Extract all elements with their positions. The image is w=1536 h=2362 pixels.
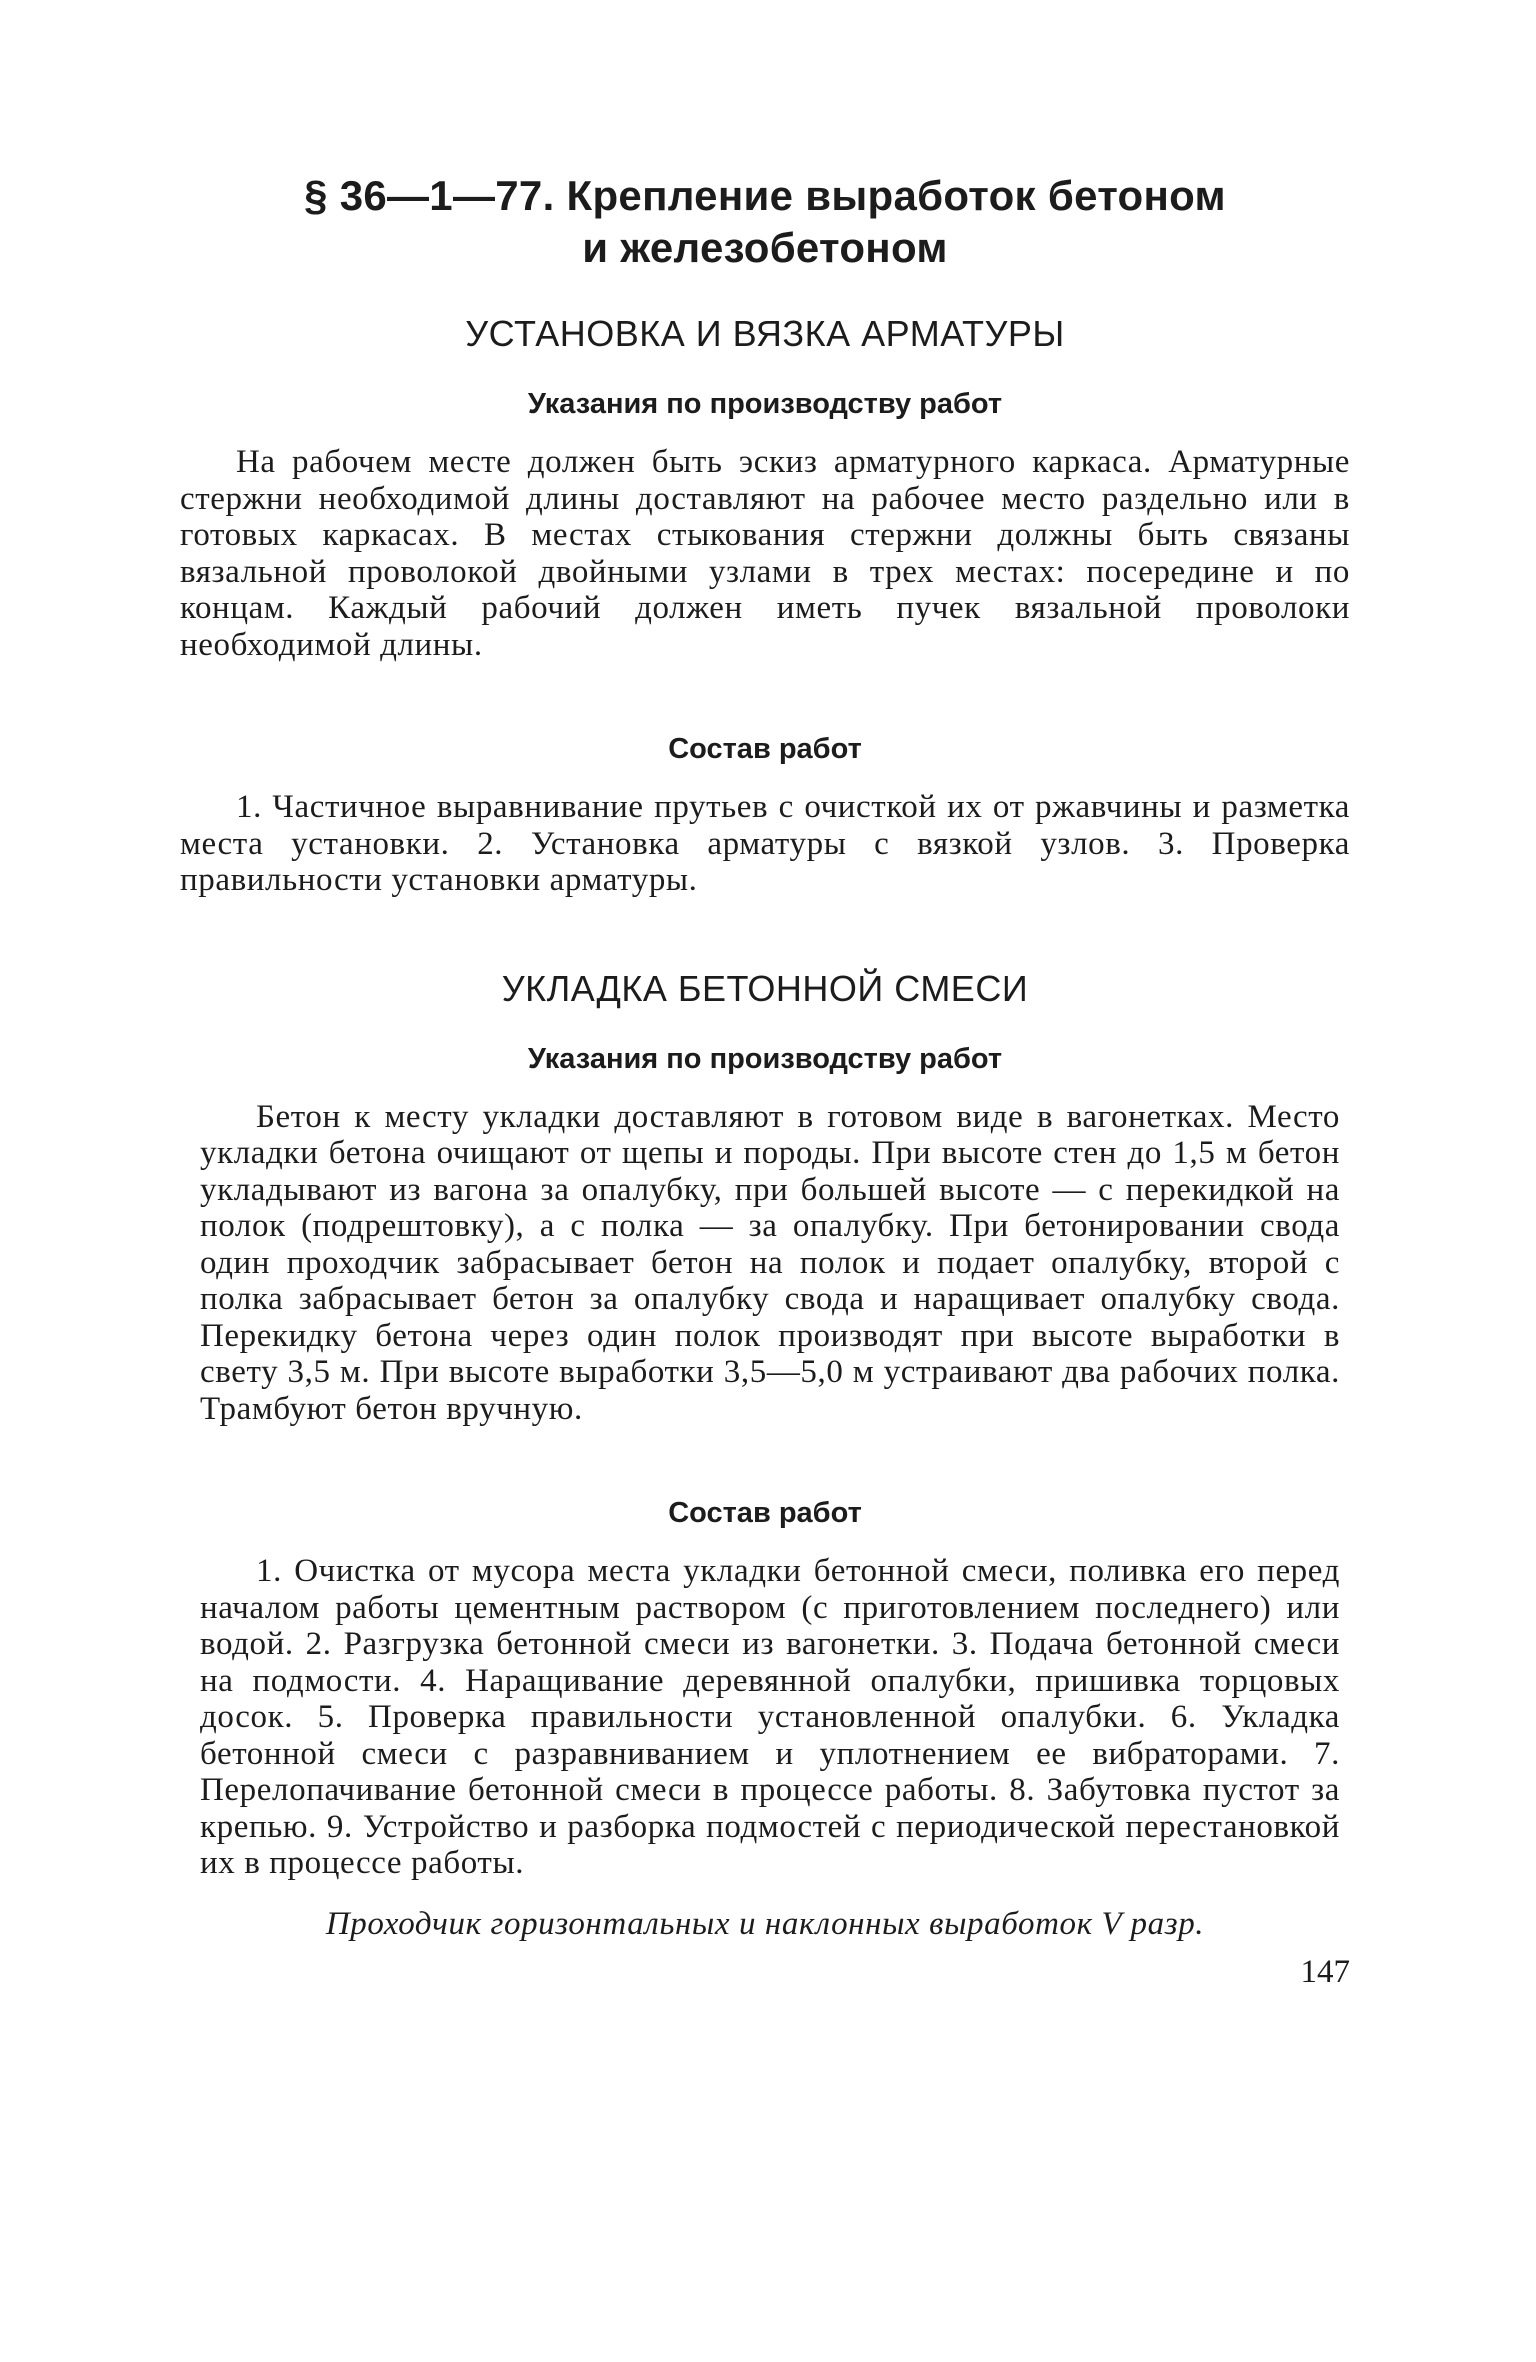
composition-heading-concrete: Состав работ <box>668 1497 862 1529</box>
composition-text-rebar: 1. Частичное выравнивание прутьев с очисткой их от ржавчины и разметка места установки. 2. Установка арматуры с вязкой узлов. 3. Проверка правильности установки арматуры. <box>180 789 1350 898</box>
section-heading-concrete: УКЛАДКА БЕТОННОЙ СМЕСИ <box>501 967 1029 1009</box>
section-heading-rebar: УСТАНОВКА И ВЯЗКА АРМАТУРЫ <box>465 313 1065 354</box>
instructions-heading-rebar: Указания по производству работ <box>527 388 1003 420</box>
document-page <box>180 170 1350 1992</box>
title-line-2: и железобетоном <box>582 224 948 271</box>
composition-heading-rebar: Состав работ <box>668 733 862 765</box>
page-number: 147 <box>1300 1953 1350 1990</box>
document-title <box>180 170 1350 274</box>
title-line-1: § 36—1—77. Крепление выработок бетоном <box>304 172 1226 219</box>
instructions-heading-concrete: Указания по производству работ <box>527 1042 1003 1075</box>
instructions-text-rebar: На рабочем месте должен быть эскиз арматурного каркаса. Арматурные стержни необходимой длины доставляют на рабочее место раздельно или в готовых каркасах. В местах стыкования стержни должны быть связаны вязальной проволокой двойными узлами в трех местах: посередине и по концам. Каждый рабочий должен иметь пучек вязальной проволоки необходимой длины. <box>180 444 1350 663</box>
composition-text-concrete: 1. Очистка от мусора места укладки бетонной смеси, поливка его перед началом работы цементным раствором (с приготовлением последнего) или водой. 2. Разгрузка бетонной смеси из вагонетки. 3. Подача бетонной смеси на подмости. 4. Наращивание деревянной опалубки, пришивка торцовых досок. 5. Проверка правильности установленной опалубки. 6. Укладка бетонной смеси с разравниванием и уплотнением ее вибраторами. 7. Перелопачивание бетонной смеси в процессе работы. 8. Забутовка пустот за крепью. 9. Устройство и разборка подмостей с периодической перестановкой их в процессе работы. <box>200 1553 1340 1881</box>
worker-qualification: Проходчик горизонтальных и наклонных выработок V разр. <box>325 1905 1205 1942</box>
instructions-text-concrete: Бетон к месту укладки доставляют в готовом виде в вагонетках. Место укладки бетона очищают от щепы и породы. При высоте стен до 1,5 м бетон укладывают из вагона за опалубку, при большей высоте — с перекидкой на полок (подрештовку), а с полка — за опалубку. При бетонировании свода один проходчик забрасывает бетон на полок и подает опалубку, второй с полка забрасывает бетон за опалубку свода и наращивает опалубку свода. Перекидку бетона через один полок производят при высоте выработки в свету 3,5 м. При высоте выработки 3,5—5,0 м устраивают два рабочих полка. Трамбуют бетон вручную. <box>200 1098 1340 1427</box>
